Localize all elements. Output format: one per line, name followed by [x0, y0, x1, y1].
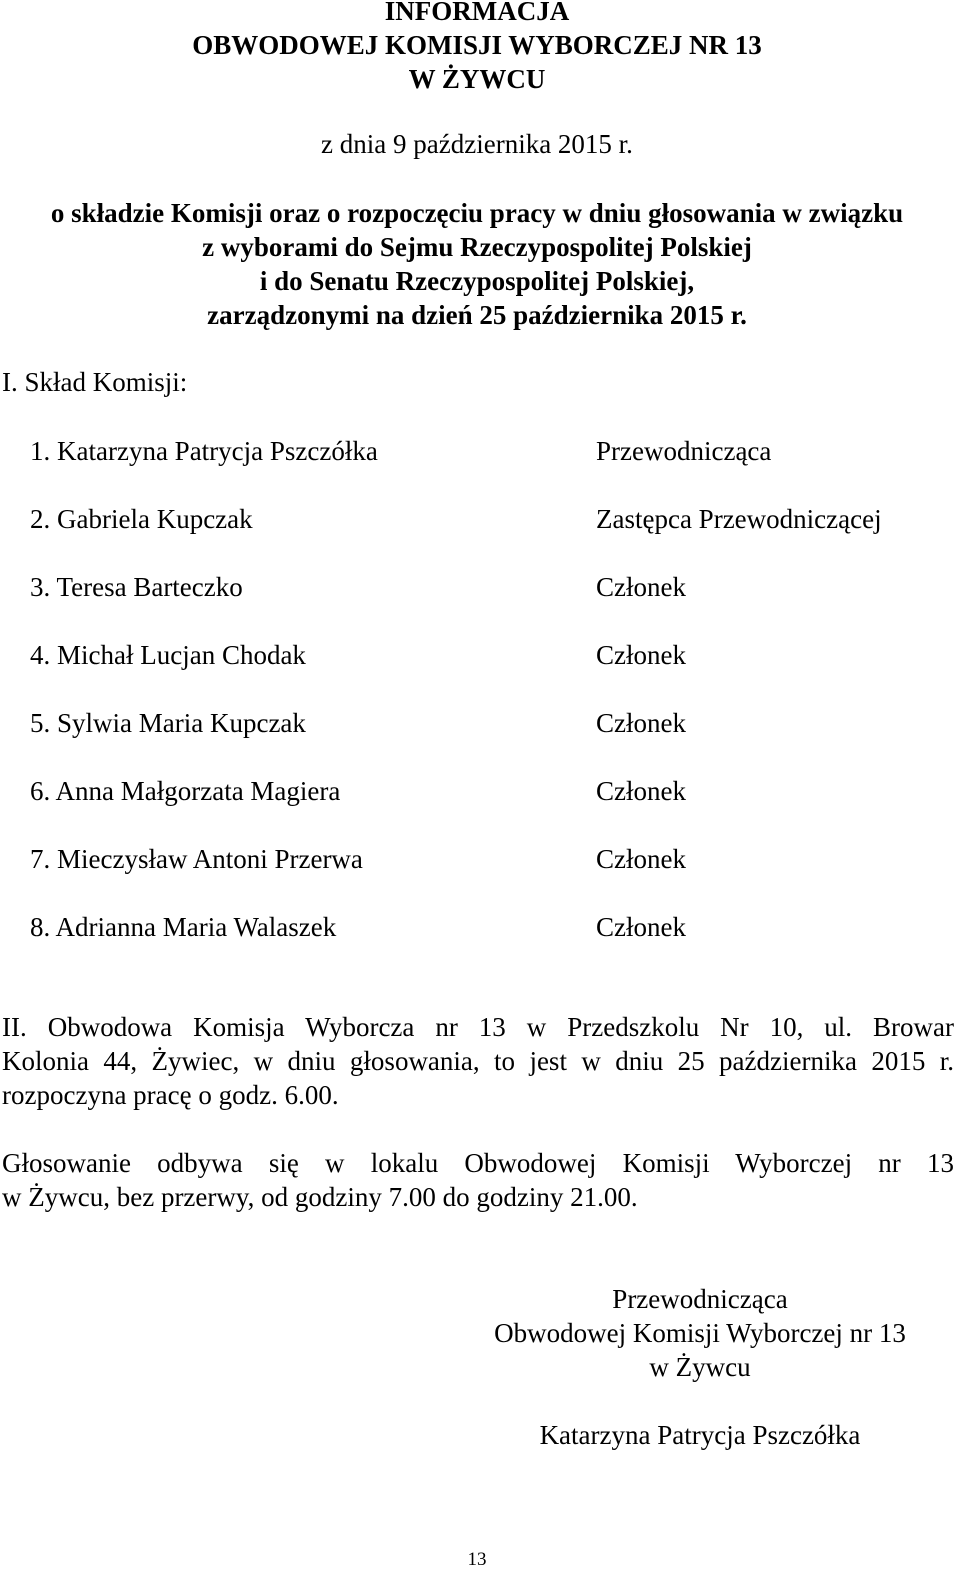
member-name: 2. Gabriela Kupczak — [30, 504, 253, 534]
list-item — [30, 638, 950, 706]
member-name: 8. Adrianna Maria Walaszek — [30, 912, 337, 942]
list-item — [30, 774, 950, 842]
subject-line: z wyborami do Sejmu Rzeczypospolitej Polskiej — [202, 232, 752, 262]
list-item — [30, 706, 950, 774]
header-title: INFORMACJA — [384, 0, 570, 26]
member-role: Członek — [596, 844, 686, 874]
page-number: 13 — [467, 1549, 487, 1570]
subject-line: o składzie Komisji oraz o rozpoczęciu pracy w dniu głosowania w związku — [50, 198, 904, 228]
section-start-info — [2, 1010, 954, 1112]
member-role: Członek — [596, 708, 686, 738]
subject-line: zarządzonymi na dzień 25 października 2015 r. — [207, 300, 747, 330]
signature-org: Obwodowej Komisji Wyborczej nr 13 — [494, 1318, 906, 1348]
paragraph-line: Kolonia 44, Żywiec, w dniu głosowania, to jest w dniu 25 października 2015 r. — [2, 1046, 954, 1076]
member-name: 6. Anna Małgorzata Magiera — [30, 776, 341, 806]
document-date: z dnia 9 października 2015 r. — [321, 129, 633, 159]
member-name: 5. Sylwia Maria Kupczak — [30, 708, 306, 738]
document-header — [0, 0, 954, 96]
document-subject — [0, 196, 954, 332]
list-item — [30, 434, 950, 502]
member-role: Członek — [596, 572, 686, 602]
paragraph-line: II. Obwodowa Komisja Wyborcza nr 13 w Przedszkolu Nr 10, ul. Browar — [2, 1012, 954, 1042]
list-item — [30, 502, 950, 570]
signature-place: w Żywcu — [649, 1352, 751, 1382]
signature-name: Katarzyna Patrycja Pszczółka — [539, 1420, 861, 1450]
member-name: 4. Michał Lucjan Chodak — [30, 640, 306, 670]
member-role: Członek — [596, 776, 686, 806]
list-item — [30, 910, 950, 978]
member-role: Członek — [596, 912, 686, 942]
member-role: Zastępca Przewodniczącej — [596, 504, 882, 534]
members-list — [30, 434, 950, 978]
member-role: Członek — [596, 640, 686, 670]
subject-line: i do Senatu Rzeczypospolitej Polskiej, — [259, 266, 695, 296]
member-role: Przewodnicząca — [596, 436, 772, 466]
list-item — [30, 842, 950, 910]
member-name: 7. Mieczysław Antoni Przerwa — [30, 844, 363, 874]
member-name: 3. Teresa Barteczko — [30, 572, 243, 602]
voting-info — [2, 1146, 954, 1214]
signature-block — [460, 1282, 940, 1452]
list-item — [30, 570, 950, 638]
header-commission: OBWODOWEJ KOMISJI WYBORCZEJ NR 13 — [192, 30, 762, 60]
member-name: 1. Katarzyna Patrycja Pszczółka — [30, 436, 378, 466]
paragraph-line: rozpoczyna pracę o godz. 6.00. — [2, 1080, 339, 1110]
section-composition-title: I. Skład Komisji: — [2, 367, 188, 397]
header-city: W ŻYWCU — [408, 64, 546, 94]
paragraph-line: Głosowanie odbywa się w lokalu Obwodowej Komisji Wyborczej nr 13 — [2, 1148, 954, 1178]
signature-title: Przewodnicząca — [612, 1284, 788, 1314]
paragraph-line: w Żywcu, bez przerwy, od godziny 7.00 do godziny 21.00. — [2, 1182, 638, 1212]
